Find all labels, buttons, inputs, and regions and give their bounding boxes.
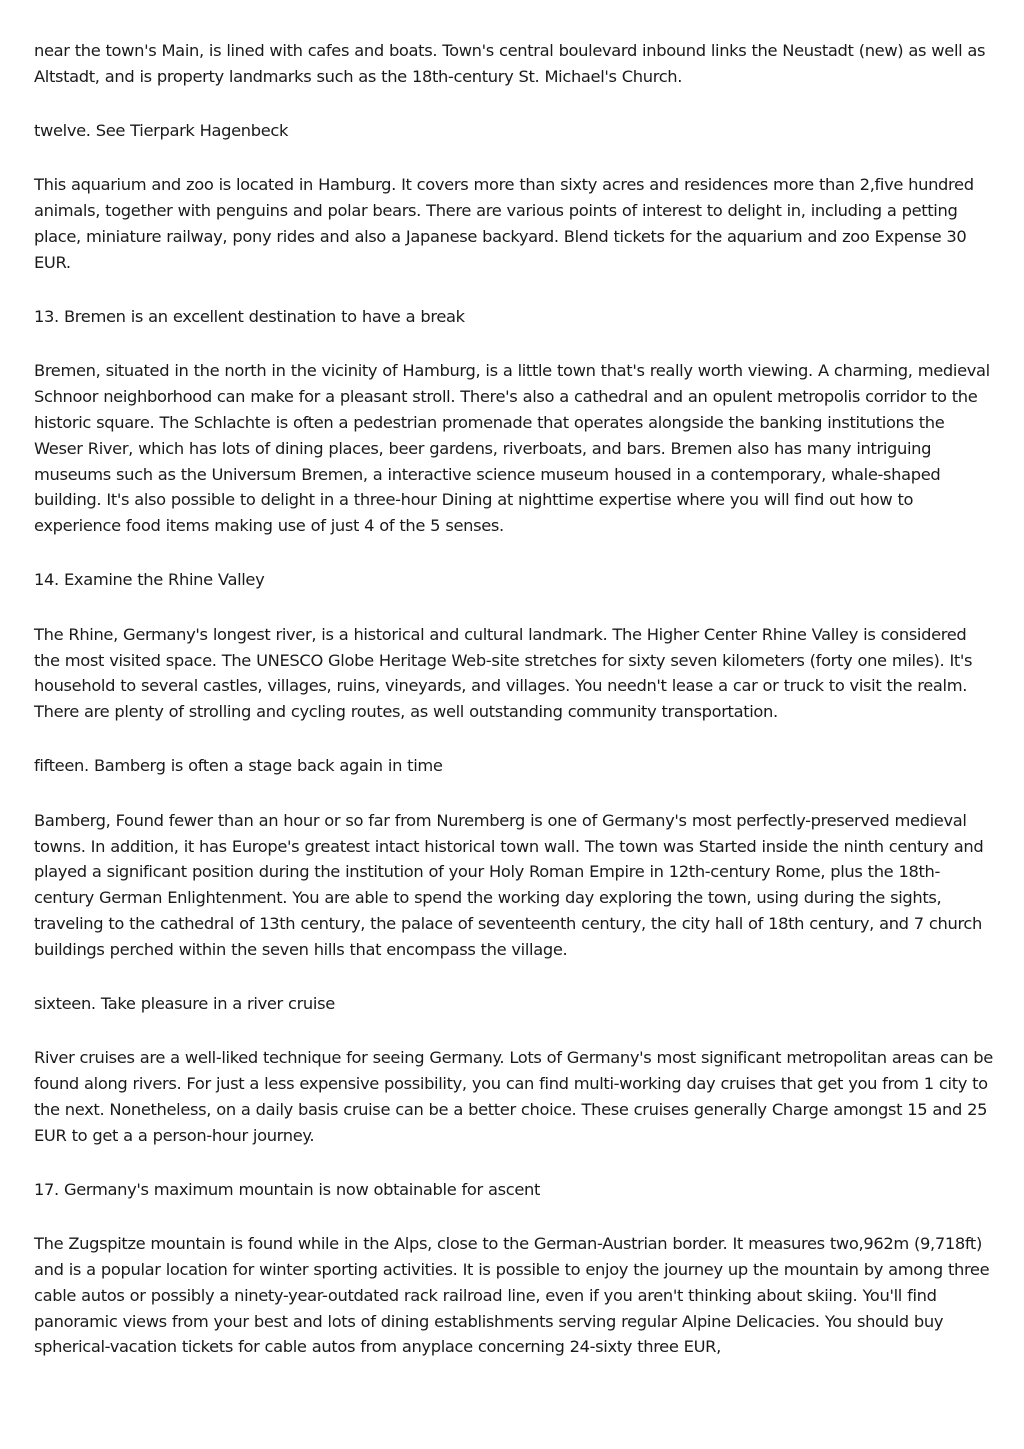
heading-bremen: 13. Bremen is an excellent destination to have a break: [34, 307, 465, 327]
document-page: [34, 38, 994, 1389]
heading-rhine-valley: 14. Examine the Rhine Valley: [34, 570, 265, 590]
paragraph-river-cruise: River cruises are a well-liked technique for seeing Germany. Lots of Germany's most significant metropolitan areas can be found along rivers. For just a less expensive possibility, you can find multi-working day cruises that get you from 1 city to the next. Nonetheless, on a daily basis cruise can be a better choice. These cruises generally Charge amongst 15 and 25 EUR to get a a person-hour journey.: [34, 1048, 993, 1145]
paragraph-tierpark-hagenbeck: This aquarium and zoo is located in Hamburg. It covers more than sixty acres and residences more than 2,five hundred animals, together with penguins and polar bears. There are various points of interest to delight in, including a petting place, miniature railway, pony rides and also a Japanese backyard. Blend tickets for the aquarium and zoo Expense 30 EUR.: [34, 175, 974, 272]
paragraph-zugspitze: The Zugspitze mountain is found while in the Alps, close to the German-Austrian border. It measures two,962m (9,718ft) and is a popular location for winter sporting activities. It is possible to enjoy the journey up the mountain by among three cable autos or possibly a ninety-year-outdated rack railroad line, even if you aren't thinking about skiing. You'll find panoramic views from your best and lots of dining establishments serving regular Alpine Delicacies. You should buy spherical-vacation tickets for cable autos from anyplace concerning 24-sixty three EUR,: [34, 1234, 990, 1357]
heading-zugspitze: 17. Germany's maximum mountain is now obtainable for ascent: [34, 1180, 541, 1199]
heading-tierpark-hagenbeck: twelve. See Tierpark Hagenbeck: [34, 121, 289, 141]
paragraph-hamburg-boulevard: near the town's Main, is lined with cafes and boats. Town's central boulevard inbound links the Neustadt (new) as well as Altstadt, and is property landmarks such as the 18th-century St. Michael's Church.: [34, 41, 986, 86]
paragraph-bamberg: Bamberg, Found fewer than an hour or so far from Nuremberg is one of Germany's most perfectly-preserved medieval towns. In addition, it has Europe's greatest intact historical town wall. The town was Started inside the ninth century and played a significant position during the institution of your Holy Roman Empire in 12th-century Rome, plus the 18th-century German Enlightenment. You are able to spend the working day exploring the town, using during the sights, traveling to the cathedral of 13th century, the palace of seventeenth century, the city hall of 18th century, and 7 church buildings perched within the seven hills that encompass the village.: [34, 810, 984, 959]
heading-bamberg: fifteen. Bamberg is often a stage back again in time: [34, 756, 443, 776]
heading-river-cruise: sixteen. Take pleasure in a river cruise: [34, 994, 335, 1014]
paragraph-bremen: Bremen, situated in the north in the vicinity of Hamburg, is a little town that's really worth viewing. A charming, medieval Schnoor neighborhood can make for a pleasant stroll. There's also a cathedral and an opulent metropolis corridor to the historic square. The Schlachte is often a pedestrian promenade that operates alongside the banking institutions the Weser River, which has lots of dining places, beer gardens, riverboats, and bars. Bremen also has many intriguing museums such as the Universum Bremen, a interactive science museum housed in a contemporary, whale-shaped building. It's also possible to delight in a three-hour Dining at nighttime expertise where you will find out how to experience food items making use of just 4 of the 5 senses.: [34, 361, 990, 536]
paragraph-rhine-valley: The Rhine, Germany's longest river, is a historical and cultural landmark. The Higher Center Rhine Valley is considered the most visited space. The UNESCO Globe Heritage Web-site stretches for sixty seven kilometers (forty one miles). It's household to several castles, villages, ruins, vineyards, and villages. You needn't lease a car or truck to visit the realm. There are plenty of strolling and cycling routes, as well outstanding community transportation.: [34, 624, 973, 722]
